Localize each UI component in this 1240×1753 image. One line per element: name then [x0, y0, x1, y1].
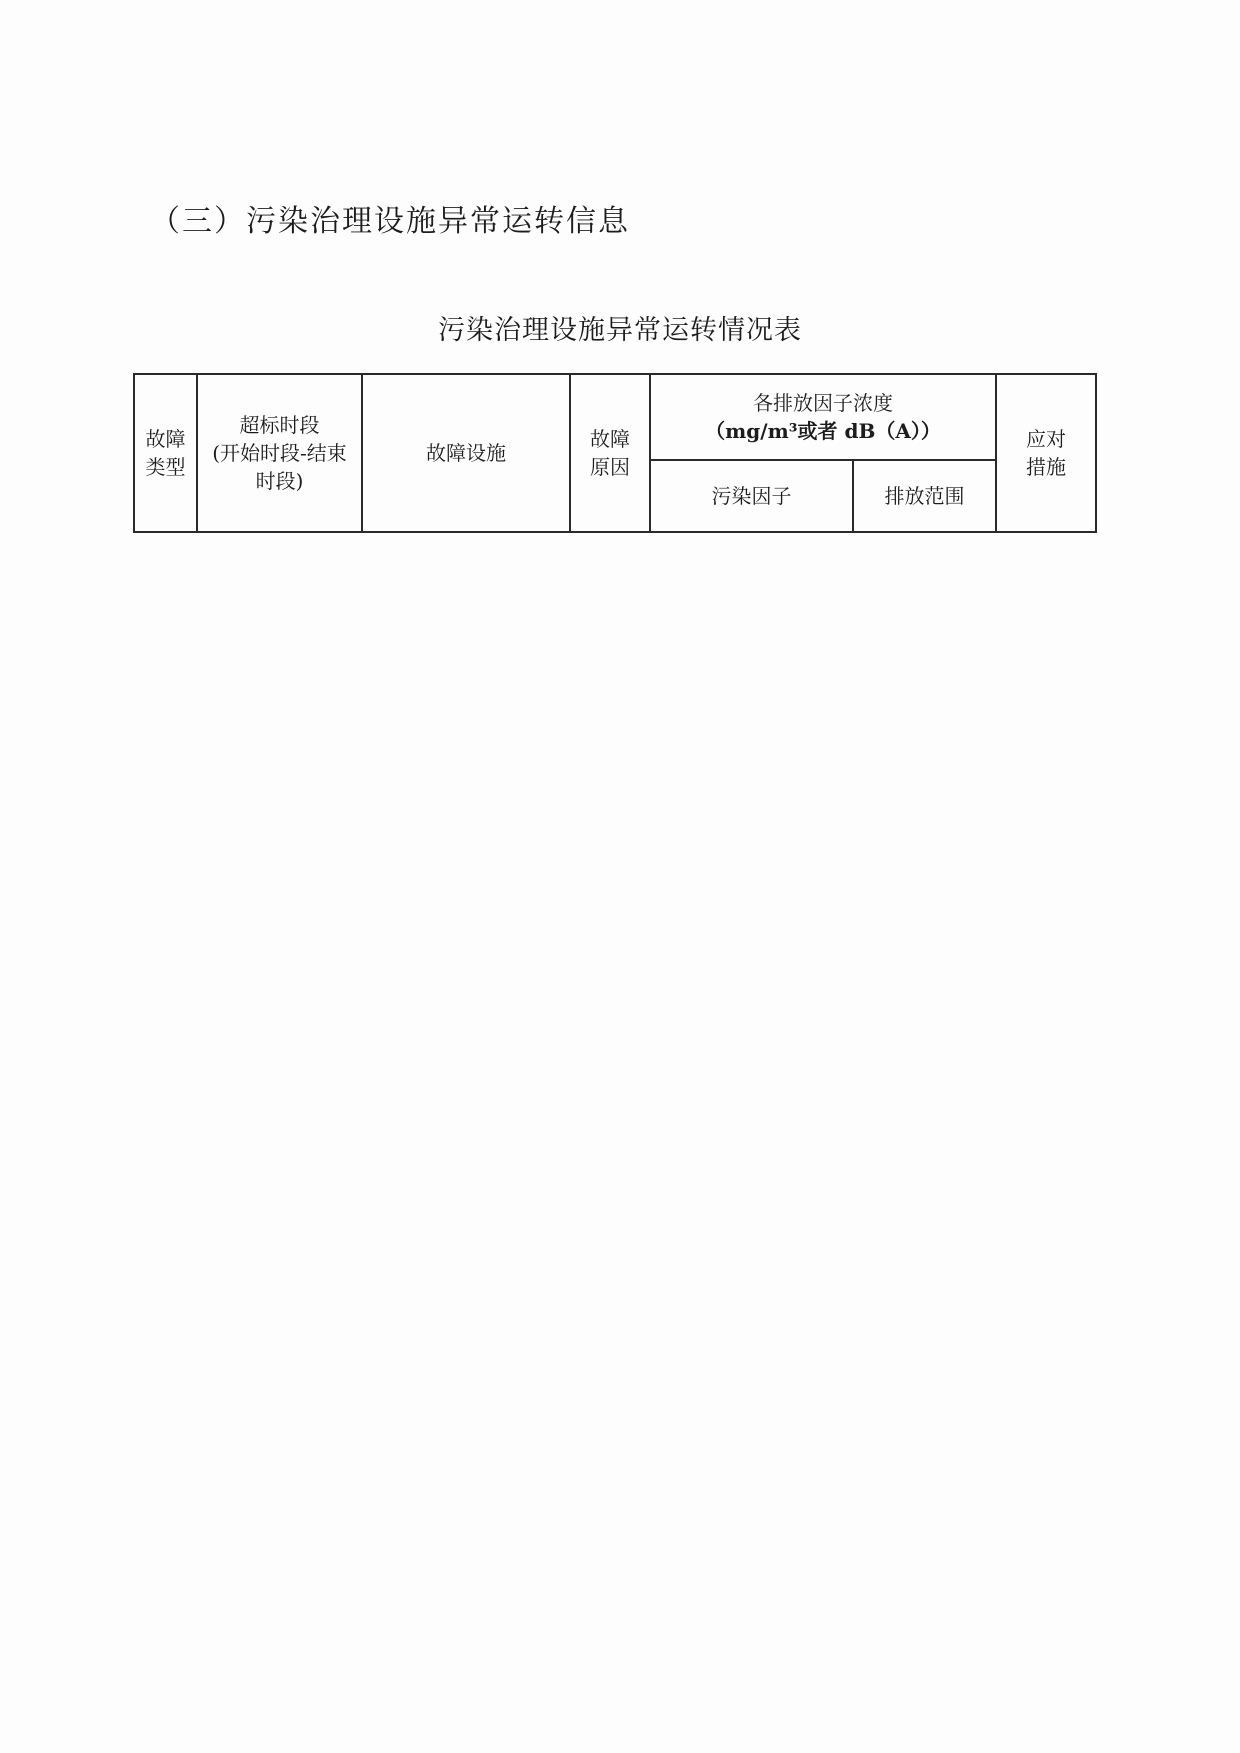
table-title: 污染治理设施异常运转情况表	[438, 315, 802, 346]
concentration-unit: （mg/m³或者 dB（A））	[705, 419, 941, 443]
header-exceed-period: 超标时段 (开始时段-结束 时段)	[197, 374, 362, 532]
header-emission-concentration: 各排放因子浓度 （mg/m³或者 dB（A））	[650, 374, 996, 460]
header-response-measures: 应对 措施	[996, 374, 1096, 532]
abnormal-operation-table	[133, 373, 1097, 533]
header-fault-type: 故障 类型	[134, 374, 197, 532]
header-fault-facility: 故障设施	[362, 374, 570, 532]
header-pollution-factor: 污染因子	[650, 460, 853, 532]
header-emission-range: 排放范围	[853, 460, 996, 532]
section-heading: （三）污染治理设施异常运转信息	[150, 204, 630, 239]
header-fault-cause: 故障 原因	[570, 374, 650, 532]
